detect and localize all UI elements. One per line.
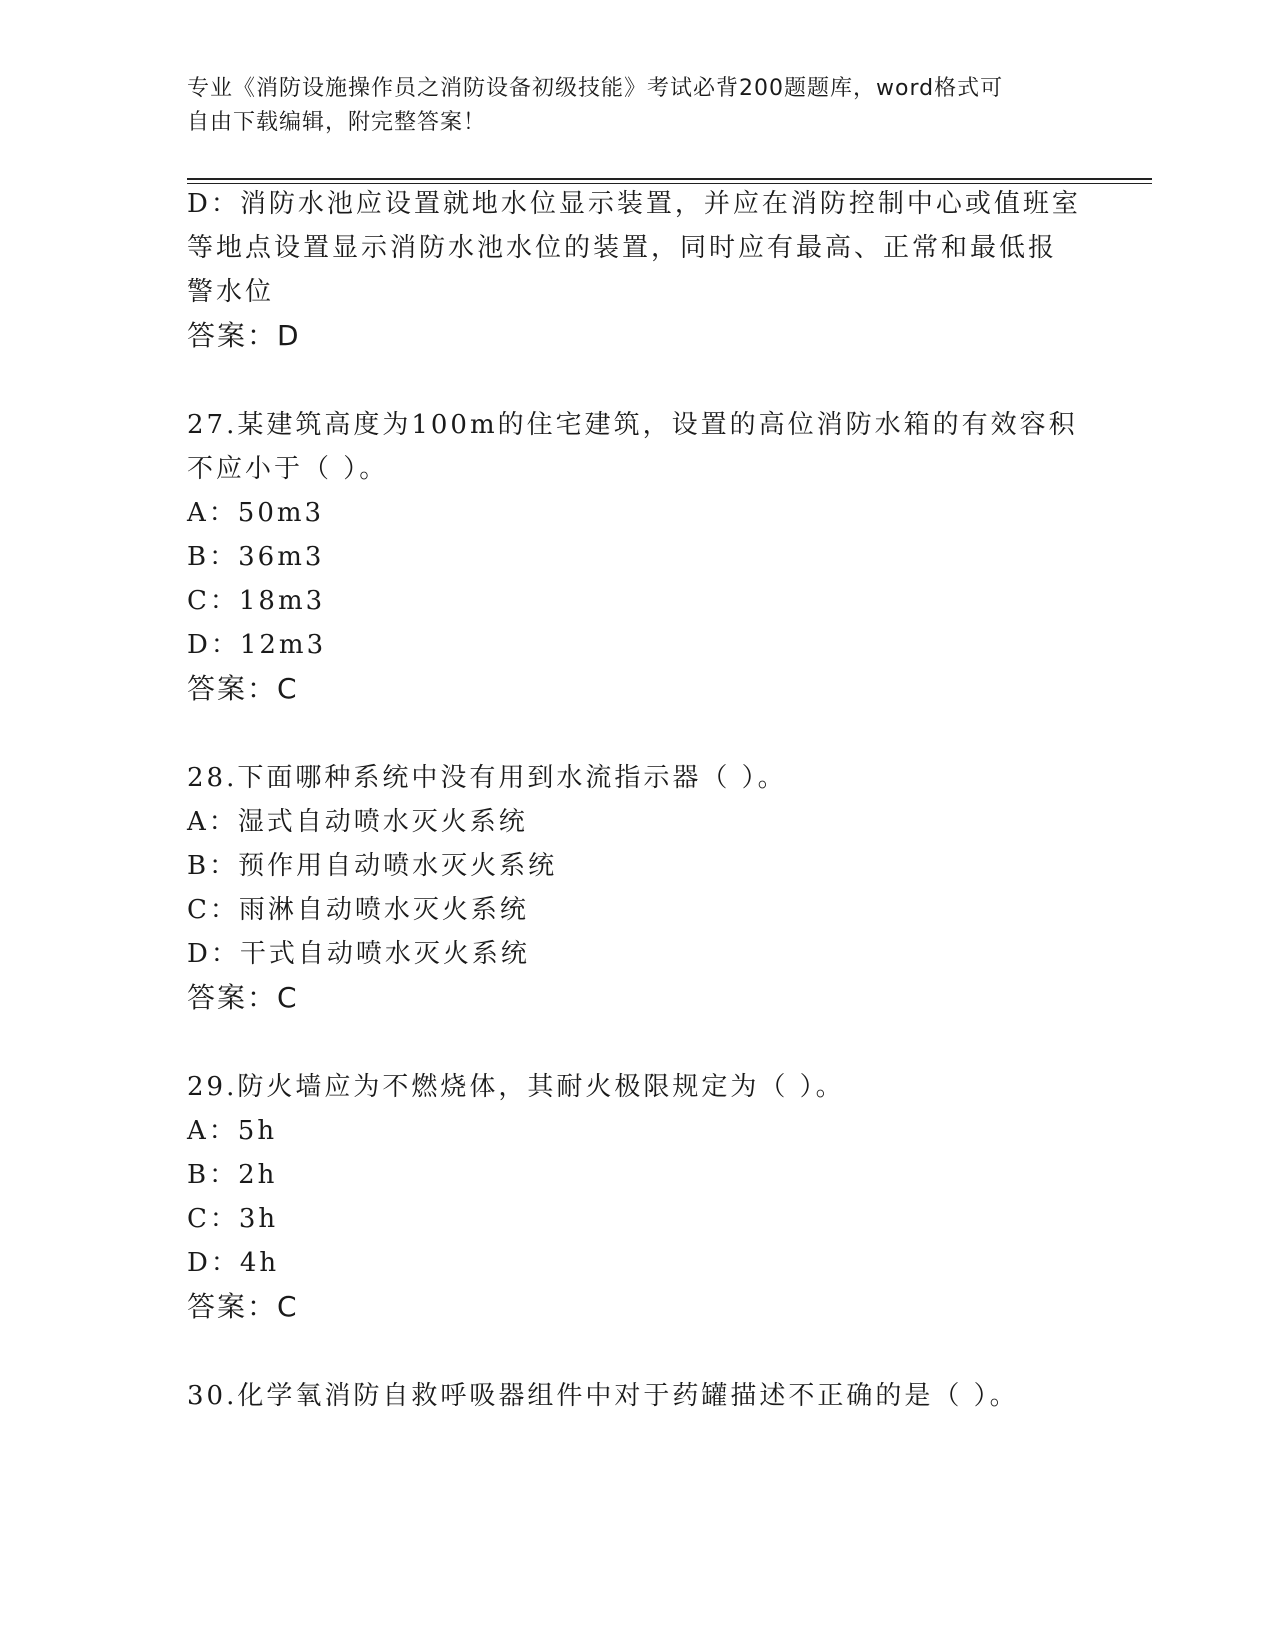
q28-option-b: B：预作用自动喷水灭火系统 xyxy=(187,851,558,881)
q29-option-d: D：4h xyxy=(187,1248,280,1278)
q27-answer: 答案：C xyxy=(187,672,299,705)
q27-option-b: B：36m3 xyxy=(187,542,325,572)
q29-stem: 29.防火墙应为不燃烧体，其耐火极限规定为（ ）。 xyxy=(187,1072,845,1102)
q29-option-c: C：3h xyxy=(187,1204,279,1234)
q28-answer: 答案：C xyxy=(187,981,299,1014)
document-header xyxy=(187,72,1067,140)
q30-stem: 30.化学氧消防自救呼吸器组件中对于药罐描述不正确的是（ ）。 xyxy=(187,1381,1019,1411)
header-title-line-1: 专业《消防设施操作员之消防设备初级技能》考试必背200题题库，word格式可 xyxy=(187,76,1004,101)
q28-option-a: A：湿式自动喷水灭火系统 xyxy=(187,807,528,837)
q29-answer: 答案：C xyxy=(187,1290,299,1323)
q29-option-b: B：2h xyxy=(187,1160,278,1190)
q27-stem-line-1: 27.某建筑高度为100m的住宅建筑，设置的高位消防水箱的有效容积 xyxy=(187,410,1078,440)
q28-option-c: C：雨淋自动喷水灭火系统 xyxy=(187,895,529,925)
q28-stem: 28.下面哪种系统中没有用到水流指示器（ ）。 xyxy=(187,763,787,793)
q27-option-c: C：18m3 xyxy=(187,586,326,616)
q27-option-d: D：12m3 xyxy=(187,630,327,660)
q26-option-d-line-3: 警水位 xyxy=(187,277,275,307)
q28-option-d: D：干式自动喷水灭火系统 xyxy=(187,939,530,969)
q26-answer: 答案：D xyxy=(187,319,301,352)
q29-option-a: A：5h xyxy=(187,1116,278,1146)
q27-option-a: A：50m3 xyxy=(187,498,325,528)
q26-option-d-line-1: D：消防水池应设置就地水位显示装置，并应在消防控制中心或值班室 xyxy=(187,189,1081,219)
header-title-line-2: 自由下载编辑，附完整答案！ xyxy=(187,110,487,135)
header-divider-thick xyxy=(187,178,1152,180)
q26-option-d-line-2: 等地点设置显示消防水池水位的装置，同时应有最高、正常和最低报 xyxy=(187,233,1058,263)
q27-stem-line-2: 不应小于（ ）。 xyxy=(187,454,389,484)
